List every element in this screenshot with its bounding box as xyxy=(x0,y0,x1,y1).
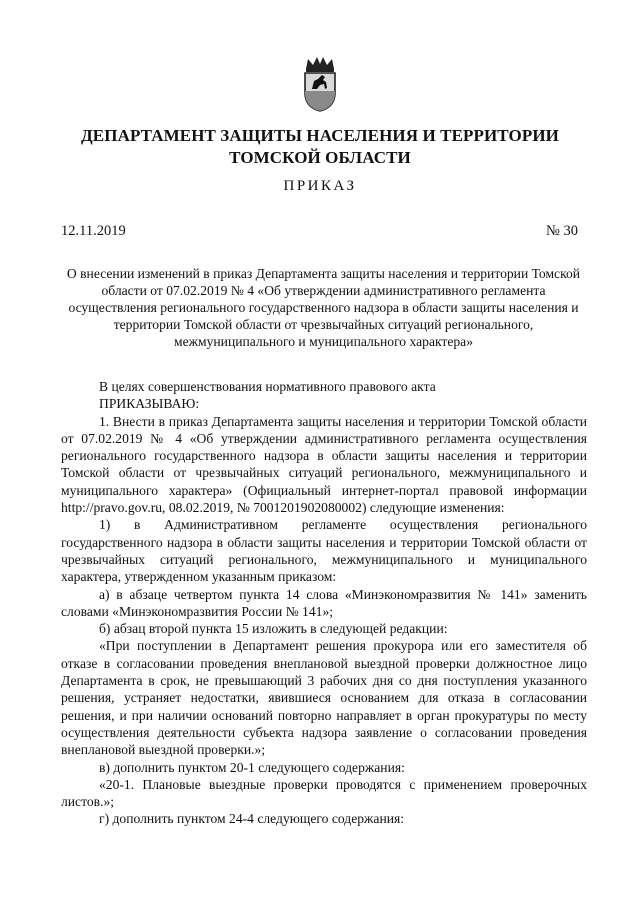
coat-of-arms-icon xyxy=(298,55,342,113)
order-body xyxy=(61,378,587,828)
order-subject: О внесении изменений в приказ Департамента защиты населения и территории Томской области от 07.02.2019 № 4 «Об утверждении административного регламента осуществления регионального государственного надзора в области защиты населения и территории Томской области от чрезвычайных ситуаций регионального, межмуниципального и муниципального характера» xyxy=(66,266,581,349)
department-title-line1: ДЕПАРТАМЕНТ ЗАЩИТЫ НАСЕЛЕНИЯ И ТЕРРИТОРИИ xyxy=(81,126,559,145)
document-type: ПРИКАЗ xyxy=(283,178,357,194)
body-paragraph: В целях совершенствования нормативного правового акта xyxy=(99,379,436,394)
body-paragraph: б) абзац второй пункта 15 изложить в следующей редакции: xyxy=(99,621,448,637)
body-paragraph: «20-1. Плановые выездные проверки проводятся с применением проверочных листов.»; xyxy=(61,776,587,810)
order-number: № 30 xyxy=(546,223,578,239)
department-title-line2: ТОМСКОЙ ОБЛАСТИ xyxy=(229,148,411,167)
body-paragraph: 1) в Административном регламенте осуществления регионального государственного надзора в области защиты населения и территории Томской области от чрезвычайных ситуаций регионального, межмуниципального и муниципального характера, утвержденном указанным приказом: xyxy=(61,517,587,585)
body-paragraph: «При поступлении в Департамент решения прокурора или его заместителя об отказе в согласовании проведения внеплановой выездной проверки должностное лицо Департамента в срок, не превышающий 3 рабочих дня со дня поступления указанного решения, устраняет недостатки, явившиеся основанием для отказа в согласовании решения, и при наличии оснований повторно направляет в орган прокуратуры по месту осуществления деятельности субъекта надзора заявление о согласовании проведения внеплановой выездной проверки.»; xyxy=(61,638,587,758)
body-paragraph: в) дополнить пунктом 20-1 следующего содержания: xyxy=(99,759,405,775)
body-paragraph: г) дополнить пунктом 24-4 следующего содержания: xyxy=(99,811,405,827)
department-title xyxy=(40,125,600,169)
body-paragraph: а) в абзаце четвертом пункта 14 слова «Минэкономразвития № 141» заменить словами «Минэкономразвития России № 141»; xyxy=(61,586,587,619)
body-paragraph: ПРИКАЗЫВАЮ: xyxy=(99,396,200,412)
body-paragraph: 1. Внести в приказ Департамента защиты населения и территории Томской области от 07.02.2019 № 4 «Об утверждении административного регламента осуществления регионального государственного надзора в области защиты населения и территории Томской области от чрезвычайных ситуаций регионального, межмуниципального и муниципального характера» (Официальный интернет-портал правовой информации http://pravo.gov.ru, 08.02.2019, № 7001201902080002) следующие изменения: xyxy=(61,413,587,516)
order-date: 12.11.2019 xyxy=(61,223,126,239)
